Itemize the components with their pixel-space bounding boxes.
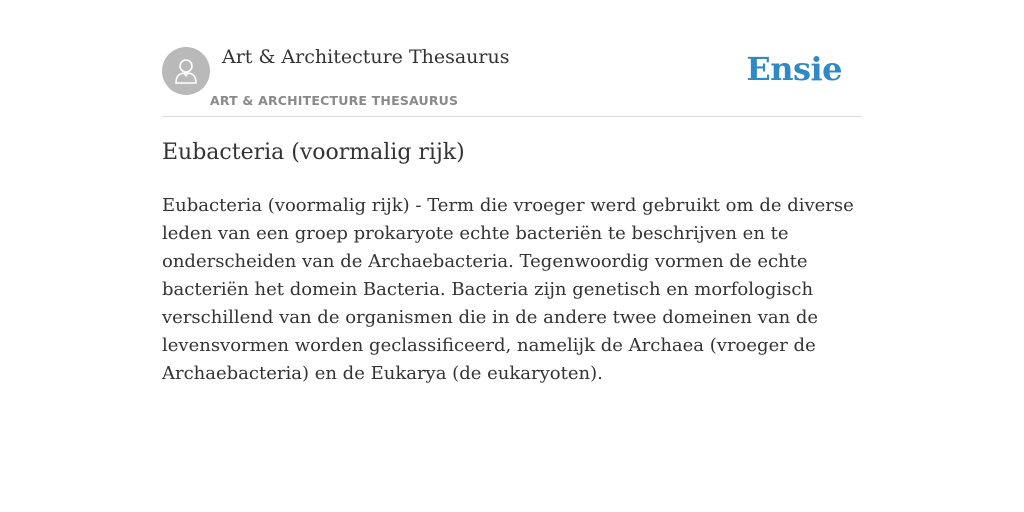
author-name-link[interactable]: Art & Architecture Thesaurus <box>222 46 510 68</box>
page-header <box>162 0 862 117</box>
page-container <box>162 0 862 384</box>
article-title: Eubacteria (voormalig rijk) <box>162 140 465 165</box>
article-body: Eubacteria (voormalig rijk) - Term die vroeger werd gebruikt om de diverse leden van een groep prokaryote echte bacteriën te beschrijven en te onderscheiden van de Archaebacteria. Tegenwoordig vormen de echte bacteriën het domein Bacteria. Bacteria zijn genetisch en morfologisch verschillend van de organismen die in de andere twee domeinen van de levensvormen worden geclassificeerd, namelijk de Archaea (vroeger de Archaebacteria) en de Eukarya (de eukaryoten). <box>162 195 854 384</box>
avatar[interactable] <box>162 47 210 95</box>
ensie-logo[interactable]: Ensie <box>746 50 842 88</box>
user-silhouette-icon <box>171 56 201 86</box>
author-subtitle: ART & ARCHITECTURE THESAURUS <box>210 93 459 108</box>
